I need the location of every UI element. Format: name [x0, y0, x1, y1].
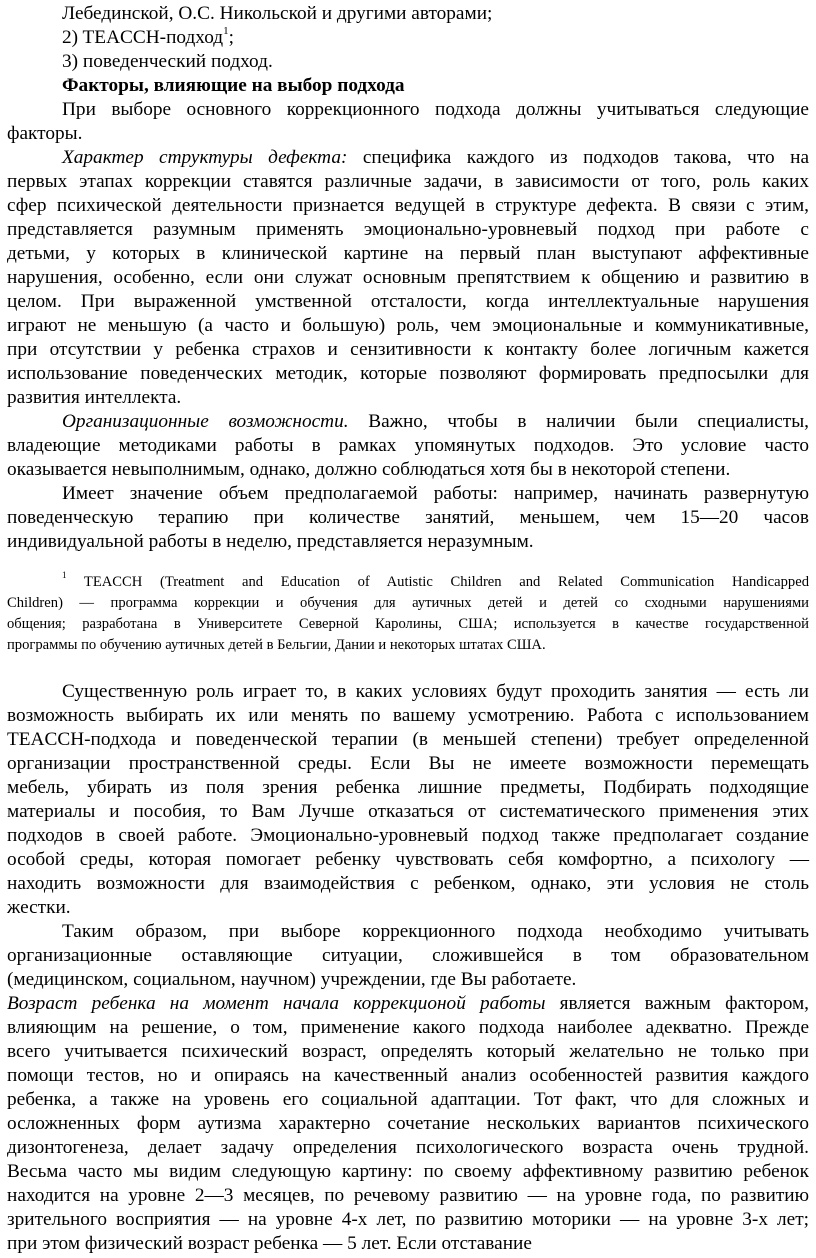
footnote-ref: 1 — [223, 24, 229, 37]
paragraph-line: Существенную роль играет то, в каких условиях будут проходить занятия — есть ли — [62, 681, 809, 702]
paragraph-line: возможность выбирать их или менять по вашему усмотрению. Работа с использованием — [7, 705, 809, 726]
paragraph-line: всего учитывается психический возраст, определять который желательно не только при — [7, 1041, 809, 1062]
paragraph-line: индивидуальной работы в неделю, представляется неразумным. — [7, 531, 534, 552]
paragraph-line: TEACCH-подхода и поведенческой терапии (в меньшей степени) требует определенной — [7, 729, 809, 750]
paragraph-line: Возраст ребенка на момент начала коррекционой работы является важным фактором, — [7, 993, 810, 1014]
paragraph-line: использование поведенческих методик, которые позволяют формировать предпосылки для — [7, 363, 809, 384]
paragraph-line: первых этапах коррекции ставятся различные задачи, в зависимости от того, роль каких — [7, 171, 809, 192]
paragraph-line: сфер психической деятельности признается ведущей в структуре дефекта. В связи с этим, — [7, 195, 809, 216]
paragraph-line: поведенческую терапию при количестве занятий, меньшем, чем 15—20 часов — [7, 507, 809, 528]
list-item-1-continuation: Лебединской, О.С. Никольской и другими авторами; — [62, 3, 493, 24]
footnote-line: Children) — программа коррекции и обучения для аутичных детей и детей со сходными нарушениями — [7, 595, 809, 611]
paragraph-line: Весьма часто мы видим следующую картину: по своему аффективному развитию ребенок — [7, 1161, 809, 1182]
paragraph-line: организационные оставляющие ситуации, сложившейся в том образовательном — [7, 945, 809, 966]
paragraph-line: дизонтогенеза, делает задачу определения психологического возраста очень трудной. — [7, 1137, 809, 1158]
footnote-line: общения; разработана в Университете Северной Каролины, США; используется в качестве государственной — [7, 616, 809, 632]
paragraph-line: находить возможности для взаимодействия с ребенком, однако, эти условия не столь — [7, 873, 809, 894]
footnote-mark: 1 — [62, 570, 67, 581]
italic-term: Характер структуры дефекта: — [62, 147, 348, 168]
paragraph-line: помощи тестов, но и опираясь на качественный анализ особенностей развития каждого — [7, 1065, 809, 1086]
paragraph-line: развития интеллекта. — [7, 387, 182, 408]
paragraph-line: играют не меньшую (а часто и большую) роль, чем эмоциональные и коммуникативные, — [7, 315, 809, 336]
footnote-line: программы по обучению аутичных детей в Бельгии, Дании и некоторых штатах США. — [7, 637, 546, 653]
paragraph-line: материалы и пособия, то Вам Лучше отказаться от систематического применения этих — [7, 801, 809, 822]
paragraph-line: владеющие методиками работы в рамках упомянутых подходов. Это условие часто — [7, 435, 809, 456]
paragraph-line: Таким образом, при выборе коррекционного подхода необходимо учитывать — [62, 921, 809, 942]
paragraph-line: организации пространственной среды. Если Вы не имеете возможности перемещать — [7, 753, 809, 774]
paragraph-line: Имеет значение объем предполагаемой работы: например, начинать развернутую — [62, 483, 809, 504]
paragraph-line: Организационные возможности. Важно, чтобы в наличии были специалисты, — [62, 411, 809, 432]
paragraph-line: нарушения, особенно, если они служат основным препятствием к общению и развитию в — [7, 267, 809, 288]
paragraph-line: оказывается невыполнимым, однако, должно соблюдаться хотя бы в некоторой степени. — [7, 459, 731, 480]
footnote-line: $^1$ TEACCH (Treatment and Education of Autistic Children and Related Communication Handicapped — [62, 570, 809, 590]
paragraph-line: целом. При выраженной умственной отсталости, когда интеллектуальные нарушения — [7, 291, 809, 312]
list-item-2: 2) TEACCH-подход$^1$; — [62, 24, 234, 48]
list-item-2-text: 2) TEACCH-подход — [62, 27, 224, 48]
italic-term: Организационные возможности. — [62, 411, 349, 432]
paragraph-line: факторы. — [7, 123, 83, 144]
paragraph-line: Характер структуры дефекта: специфика каждого из подходов такова, что на — [62, 147, 809, 168]
paragraph-line: ребенка, а также на уровень его социальной адаптации. Тот факт, что для сложных и — [7, 1089, 809, 1110]
paragraph-line: зрительного восприятия — на уровне 4-х лет, по развитию моторики — на уровне 3-х лет; — [7, 1209, 809, 1230]
paragraph-line: детьми, у которых в клинической картине на первый план выступают аффективные — [7, 243, 809, 264]
paragraph-line: при этом физический возраст ребенка — 5 лет. Если отставание — [7, 1233, 532, 1254]
paragraph-line: влияющим на решение, о том, применение какого подхода наиболее адекватно. Прежде — [7, 1017, 809, 1038]
paragraph-line: При выборе основного коррекционного подхода должны учитываться следующие — [62, 99, 809, 120]
paragraph-line: жестки. — [7, 897, 71, 918]
paragraph-line: представляется разумным применять эмоционально-уровневый подход при работе с — [7, 219, 809, 240]
paragraph-line: мебель, убирать из поля зрения ребенка лишние предметы, Подбирать подходящие — [7, 777, 809, 798]
paragraph-line: осложненных форм аутизма характерно сочетание нескольких вариантов психического — [7, 1113, 809, 1134]
italic-term: Возраст ребенка на момент начала коррекционой работы — [7, 993, 546, 1014]
paragraph-line: при отсутствии у ребенка страхов и сензитивности к контакту более логичным кажется — [7, 339, 809, 360]
paragraph-line: подходов в своей работе. Эмоционально-уровневый подход также предполагает создание — [7, 825, 809, 846]
paragraph-line: (медицинском, социальном, научном) учреждении, где Вы работаете. — [7, 969, 577, 990]
list-item-3: 3) поведенческий подход. — [62, 51, 273, 72]
paragraph-line: особой среды, которая помогает ребенку чувствовать себя комфортно, а психологу — — [7, 849, 809, 870]
section-heading: Факторы, влияющие на выбор подхода — [62, 75, 405, 96]
paragraph-line: находится на уровне 2—3 месяцев, по речевому развитию — на уровне года, по развитию — [7, 1185, 809, 1206]
